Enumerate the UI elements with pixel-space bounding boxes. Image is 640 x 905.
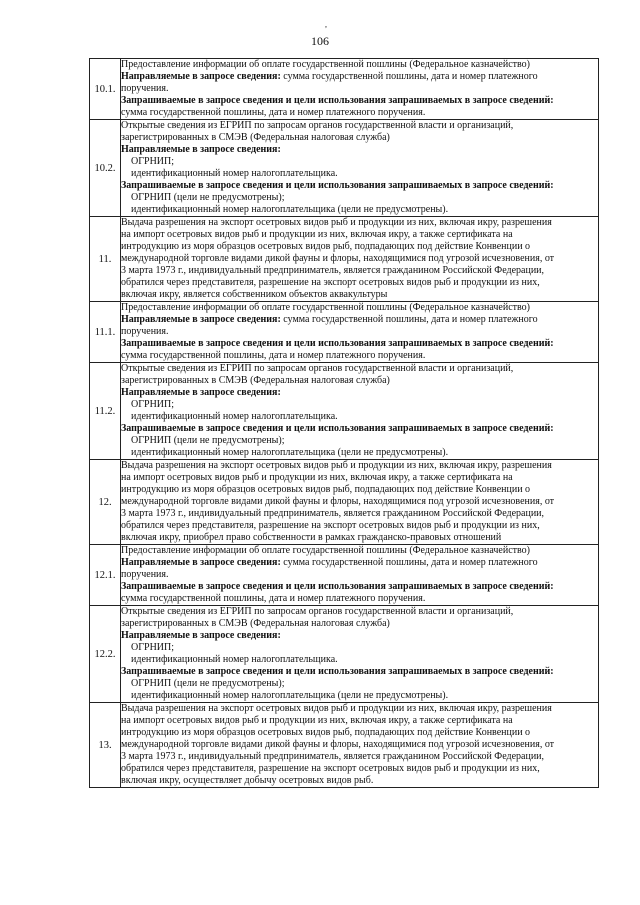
table-row bbox=[90, 703, 599, 788]
line-text: поручения. bbox=[121, 569, 169, 580]
line-text: включая икру, приобрел право собственности в рамках гражданско-правовых отношений bbox=[121, 532, 502, 543]
line-text: зарегистрированных в СМЭВ (Федеральная налоговая служба) bbox=[121, 375, 390, 386]
line-text: ОГРНИП; bbox=[131, 156, 175, 167]
page-mark: , bbox=[325, 20, 327, 29]
line-text: поручения. bbox=[121, 326, 169, 337]
field-label: Направляемые в запросе сведения: bbox=[121, 144, 281, 155]
table-row bbox=[90, 302, 599, 363]
table-row bbox=[90, 606, 599, 703]
line-text: сумма государственной пошлины, дата и номер платежного bbox=[280, 314, 538, 325]
content-line bbox=[121, 107, 598, 119]
row-number: 12.1. bbox=[90, 545, 121, 606]
row-number: 12.2. bbox=[90, 606, 121, 703]
row-number: 11. bbox=[90, 217, 121, 302]
content-line bbox=[121, 192, 598, 204]
content-line bbox=[121, 423, 598, 435]
line-text: Выдача разрешения на экспорт осетровых видов рыб и продукции из них, включая икру, разрешения bbox=[121, 460, 552, 471]
line-text: сумма государственной пошлины, дата и номер платежного bbox=[280, 557, 538, 568]
content-line bbox=[121, 484, 598, 496]
content-line bbox=[121, 606, 598, 618]
services-table bbox=[89, 58, 599, 788]
content-line bbox=[121, 751, 598, 763]
row-content bbox=[121, 302, 599, 363]
line-text: Открытые сведения из ЕГРИП по запросам органов государственной власти и организаций, bbox=[121, 363, 514, 374]
content-line bbox=[121, 654, 598, 666]
content-line bbox=[121, 508, 598, 520]
field-label: Направляемые в запросе сведения: bbox=[121, 387, 281, 398]
line-text: международной торговле видами дикой фауны и флоры, находящимися под угрозой исчезновения, от bbox=[121, 739, 555, 750]
content-line bbox=[121, 411, 598, 423]
table-row bbox=[90, 545, 599, 606]
page-number: 106 bbox=[311, 34, 329, 48]
content-line bbox=[121, 326, 598, 338]
row-number: 11.1. bbox=[90, 302, 121, 363]
content-line bbox=[121, 763, 598, 775]
row-content bbox=[121, 217, 599, 302]
line-text: зарегистрированных в СМЭВ (Федеральная налоговая служба) bbox=[121, 618, 390, 629]
content-line bbox=[121, 642, 598, 654]
content-line bbox=[121, 168, 598, 180]
content-line bbox=[121, 727, 598, 739]
content-line bbox=[121, 739, 598, 751]
content-line bbox=[121, 132, 598, 144]
line-text: Предоставление информации об оплате государственной пошлины (Федеральное казначейство) bbox=[121, 545, 530, 556]
line-text: обратился через представителя, разрешение на экспорт осетровых видов рыб и продукции из них, bbox=[121, 763, 540, 774]
line-text: 3 марта 1973 г., индивидуальный предприниматель, является гражданином Российской Федерации, bbox=[121, 265, 545, 276]
line-text: на импорт осетровых видов рыб и продукции из них, включая икру, а также сертификата на bbox=[121, 229, 513, 240]
row-content bbox=[121, 363, 599, 460]
line-text: сумма государственной пошлины, дата и номер платежного bbox=[280, 71, 538, 82]
content-line bbox=[121, 144, 598, 156]
content-line bbox=[121, 363, 598, 375]
content-line bbox=[121, 314, 598, 326]
line-text: включая икру, осуществляет добычу осетровых видов рыб. bbox=[121, 775, 374, 786]
field-label: Направляемые в запросе сведения: bbox=[121, 71, 281, 82]
content-line bbox=[121, 593, 598, 605]
content-line bbox=[121, 338, 598, 350]
line-text: Выдача разрешения на экспорт осетровых видов рыб и продукции из них, включая икру, разрешения bbox=[121, 703, 552, 714]
field-label: Направляемые в запросе сведения: bbox=[121, 314, 281, 325]
content-line bbox=[121, 678, 598, 690]
line-text: 3 марта 1973 г., индивидуальный предприниматель, является гражданином Российской Федерации, bbox=[121, 751, 545, 762]
content-line bbox=[121, 775, 598, 787]
content-line bbox=[121, 399, 598, 411]
content-line bbox=[121, 496, 598, 508]
content-line bbox=[121, 581, 598, 593]
content-line bbox=[121, 350, 598, 362]
row-content bbox=[121, 703, 599, 788]
line-text: обратился через представителя, разрешение на экспорт осетровых видов рыб и продукции из них, bbox=[121, 277, 540, 288]
line-text: Открытые сведения из ЕГРИП по запросам органов государственной власти и организаций, bbox=[121, 606, 514, 617]
table-row bbox=[90, 217, 599, 302]
content-line bbox=[121, 703, 598, 715]
content-line bbox=[121, 472, 598, 484]
row-number: 13. bbox=[90, 703, 121, 788]
line-text: ОГРНИП; bbox=[131, 642, 175, 653]
line-text: интродукцию из моря образцов осетровых видов рыб, подпадающих под действие Конвенции о bbox=[121, 241, 531, 252]
content-line bbox=[121, 690, 598, 702]
line-text: поручения. bbox=[121, 83, 169, 94]
content-line bbox=[121, 532, 598, 544]
line-text: ОГРНИП (цели не предусмотрены); bbox=[131, 192, 285, 203]
line-text: Предоставление информации об оплате государственной пошлины (Федеральное казначейство) bbox=[121, 59, 530, 70]
line-text: Выдача разрешения на экспорт осетровых видов рыб и продукции из них, включая икру, разрешения bbox=[121, 217, 552, 228]
row-number: 10.1. bbox=[90, 59, 121, 120]
line-text: сумма государственной пошлины, дата и номер платежного поручения. bbox=[121, 593, 426, 604]
content-line bbox=[121, 83, 598, 95]
line-text: Предоставление информации об оплате государственной пошлины (Федеральное казначейство) bbox=[121, 302, 530, 313]
table-row bbox=[90, 120, 599, 217]
content-line bbox=[121, 447, 598, 459]
content-line bbox=[121, 569, 598, 581]
content-line bbox=[121, 520, 598, 532]
content-line bbox=[121, 156, 598, 168]
row-content bbox=[121, 606, 599, 703]
line-text: идентификационный номер налогоплательщика (цели не предусмотрены). bbox=[131, 447, 449, 458]
field-label: Запрашиваемые в запросе сведения и цели использования запрашиваемых в запросе сведений: bbox=[121, 423, 554, 434]
content-line bbox=[121, 59, 598, 71]
content-line bbox=[121, 265, 598, 277]
content-line bbox=[121, 204, 598, 216]
row-content bbox=[121, 59, 599, 120]
content-line bbox=[121, 217, 598, 229]
table-row bbox=[90, 460, 599, 545]
table-row bbox=[90, 59, 599, 120]
row-content bbox=[121, 120, 599, 217]
line-text: идентификационный номер налогоплательщика. bbox=[131, 654, 338, 665]
row-content bbox=[121, 545, 599, 606]
line-text: идентификационный номер налогоплательщика (цели не предусмотрены). bbox=[131, 204, 449, 215]
line-text: идентификационный номер налогоплательщика. bbox=[131, 411, 338, 422]
line-text: ОГРНИП (цели не предусмотрены); bbox=[131, 678, 285, 689]
content-line bbox=[121, 387, 598, 399]
line-text: сумма государственной пошлины, дата и номер платежного поручения. bbox=[121, 107, 426, 118]
line-text: сумма государственной пошлины, дата и номер платежного поручения. bbox=[121, 350, 426, 361]
content-line bbox=[121, 630, 598, 642]
line-text: международной торговле видами дикой фауны и флоры, находящимися под угрозой исчезновения, от bbox=[121, 253, 555, 264]
line-text: включая икру, является собственником объектов аквакультуры bbox=[121, 289, 388, 300]
content-line bbox=[121, 375, 598, 387]
content-line bbox=[121, 253, 598, 265]
row-number: 12. bbox=[90, 460, 121, 545]
row-number: 11.2. bbox=[90, 363, 121, 460]
field-label: Направляемые в запросе сведения: bbox=[121, 630, 281, 641]
content-line bbox=[121, 666, 598, 678]
content-line bbox=[121, 618, 598, 630]
content-line bbox=[121, 277, 598, 289]
line-text: обратился через представителя, разрешение на экспорт осетровых видов рыб и продукции из них, bbox=[121, 520, 540, 531]
field-label: Запрашиваемые в запросе сведения и цели использования запрашиваемых в запросе сведений: bbox=[121, 95, 554, 106]
line-text: Открытые сведения из ЕГРИП по запросам органов государственной власти и организаций, bbox=[121, 120, 514, 131]
line-text: на импорт осетровых видов рыб и продукции из них, включая икру, а также сертификата на bbox=[121, 715, 513, 726]
field-label: Запрашиваемые в запросе сведения и цели использования запрашиваемых в запросе сведений: bbox=[121, 180, 554, 191]
line-text: ОГРНИП; bbox=[131, 399, 175, 410]
line-text: на импорт осетровых видов рыб и продукции из них, включая икру, а также сертификата на bbox=[121, 472, 513, 483]
content-line bbox=[121, 180, 598, 192]
content-line bbox=[121, 289, 598, 301]
line-text: 3 марта 1973 г., индивидуальный предприниматель, является гражданином Российской Федерации, bbox=[121, 508, 545, 519]
line-text: зарегистрированных в СМЭВ (Федеральная налоговая служба) bbox=[121, 132, 390, 143]
content-line bbox=[121, 229, 598, 241]
content-line bbox=[121, 460, 598, 472]
line-text: международной торговле видами дикой фауны и флоры, находящимися под угрозой исчезновения, от bbox=[121, 496, 555, 507]
content-line bbox=[121, 120, 598, 132]
row-content bbox=[121, 460, 599, 545]
row-number: 10.2. bbox=[90, 120, 121, 217]
content-line bbox=[121, 241, 598, 253]
line-text: интродукцию из моря образцов осетровых видов рыб, подпадающих под действие Конвенции о bbox=[121, 727, 531, 738]
content-line bbox=[121, 715, 598, 727]
line-text: ОГРНИП (цели не предусмотрены); bbox=[131, 435, 285, 446]
field-label: Запрашиваемые в запросе сведения и цели использования запрашиваемых в запросе сведений: bbox=[121, 666, 554, 677]
content-line bbox=[121, 95, 598, 107]
line-text: интродукцию из моря образцов осетровых видов рыб, подпадающих под действие Конвенции о bbox=[121, 484, 531, 495]
field-label: Запрашиваемые в запросе сведения и цели использования запрашиваемых в запросе сведений: bbox=[121, 581, 554, 592]
line-text: идентификационный номер налогоплательщика (цели не предусмотрены). bbox=[131, 690, 449, 701]
table-row bbox=[90, 363, 599, 460]
field-label: Направляемые в запросе сведения: bbox=[121, 557, 281, 568]
content-line bbox=[121, 302, 598, 314]
content-line bbox=[121, 545, 598, 557]
content-line bbox=[121, 557, 598, 569]
field-label: Запрашиваемые в запросе сведения и цели использования запрашиваемых в запросе сведений: bbox=[121, 338, 554, 349]
content-line bbox=[121, 435, 598, 447]
content-line bbox=[121, 71, 598, 83]
line-text: идентификационный номер налогоплательщика. bbox=[131, 168, 338, 179]
